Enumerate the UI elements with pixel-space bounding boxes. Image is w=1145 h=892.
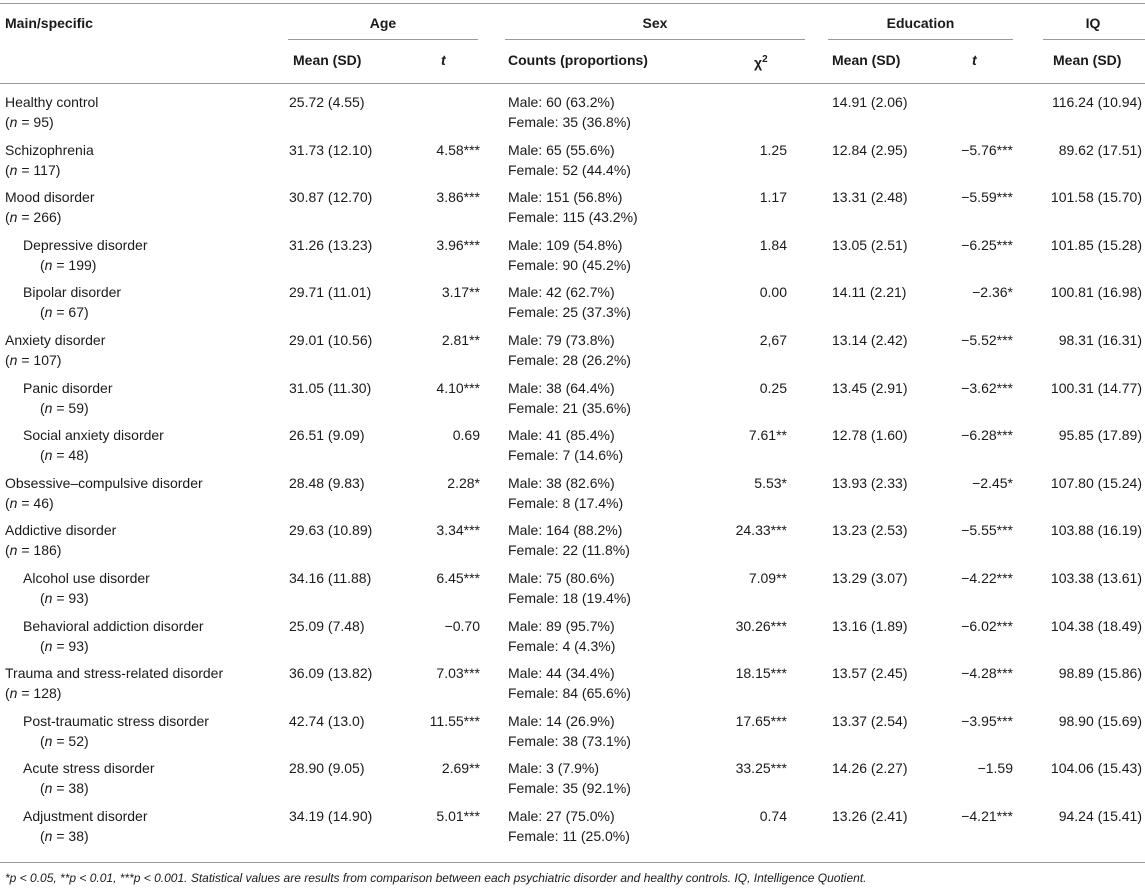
header-edu-t: t (972, 52, 977, 68)
row-edu-t: −5.55*** (961, 522, 1013, 539)
row-edu-t: −6.02*** (961, 617, 1013, 634)
row-edu-mean: 13.23 (2.53) (832, 522, 908, 539)
education-subrule (828, 39, 1013, 40)
row-age-t: 0.69 (452, 427, 480, 444)
n-symbol: n (44, 304, 53, 321)
row-male-count: Male: 3 (7.9%) (508, 760, 600, 777)
row-male-count: Male: 65 (55.6%) (508, 141, 615, 158)
row-male-count: Male: 89 (95.7%) (508, 617, 615, 634)
chi-symbol: χ (754, 54, 763, 71)
row-edu-mean: 13.05 (2.51) (832, 236, 908, 253)
header-sex: Sex (642, 15, 668, 31)
row-iq-mean: 100.31 (14.77) (1050, 379, 1142, 396)
chi-superscript: 2 (762, 54, 768, 65)
row-chi-square: 24.33*** (735, 522, 787, 539)
header-age: Age (369, 15, 397, 31)
row-edu-mean: 12.78 (1.60) (832, 427, 908, 444)
row-edu-mean: 13.26 (2.41) (832, 808, 908, 824)
row-age-t: 3.86*** (436, 189, 480, 206)
n-symbol: n (9, 494, 18, 511)
row-iq-mean: 101.58 (15.70) (1050, 189, 1142, 206)
row-chi-square: 2,67 (759, 332, 787, 348)
row-male-count: Male: 27 (75.0%) (508, 808, 615, 824)
n-symbol: n (9, 685, 18, 702)
row-edu-t: −5.52*** (961, 332, 1013, 348)
header-main: Main/specific (5, 15, 93, 31)
row-female-count: Female: 11 (25.0%) (508, 828, 630, 844)
row-age-mean: 30.87 (12.70) (289, 189, 373, 206)
row-iq-mean: 89.62 (17.51) (1058, 141, 1142, 158)
row-edu-mean: 14.26 (2.27) (832, 760, 908, 777)
row-chi-square: 33.25*** (735, 760, 787, 777)
row-age-mean: 31.05 (11.30) (289, 379, 372, 396)
row-name: Alcohol use disorder (23, 570, 150, 586)
row-edu-mean: 13.93 (2.33) (832, 474, 908, 491)
row-n: (n = 67) (40, 304, 89, 321)
row-age-mean: 34.19 (14.90) (289, 808, 373, 824)
row-iq-mean: 98.90 (15.69) (1058, 712, 1142, 729)
row-age-mean: 31.73 (12.10) (289, 141, 373, 158)
n-symbol: n (44, 399, 53, 416)
row-edu-t: −3.95*** (961, 712, 1013, 729)
row-female-count: Female: 115 (43.2%) (508, 209, 638, 226)
row-chi-square: 1.84 (759, 236, 787, 253)
row-chi-square: 18.15*** (735, 665, 787, 682)
header-bottom-rule (0, 83, 1145, 84)
row-iq-mean: 95.85 (17.89) (1058, 427, 1142, 444)
table-footnote: *p < 0.05, **p < 0.01, ***p < 0.001. Statistical values are results from comparison between each psychiatric disorder and healthy controls. IQ, Intelligence Quotient. (5, 871, 867, 885)
n-symbol: n (44, 828, 53, 844)
n-symbol: n (44, 780, 53, 797)
row-age-t: 4.10*** (436, 379, 480, 396)
row-edu-mean: 12.84 (2.95) (832, 141, 908, 158)
row-iq-mean: 100.81 (16.98) (1050, 284, 1142, 301)
row-n: (n = 93) (40, 590, 89, 606)
row-male-count: Male: 42 (62.7%) (508, 284, 615, 301)
n-symbol: n (44, 637, 53, 654)
row-chi-square: 1.17 (759, 189, 787, 206)
row-iq-mean: 98.89 (15.86) (1058, 665, 1142, 682)
row-name: Mood disorder (5, 189, 95, 206)
row-edu-t: −1.59 (977, 760, 1013, 777)
row-n: (n = 59) (40, 399, 89, 416)
row-iq-mean: 103.88 (16.19) (1050, 522, 1142, 539)
row-edu-t: −4.22*** (961, 570, 1013, 586)
iq-subrule (1043, 39, 1145, 40)
header-iq: IQ (1085, 15, 1101, 31)
row-name: Healthy control (5, 94, 99, 110)
row-male-count: Male: 164 (88.2%) (508, 522, 623, 539)
row-name: Bipolar disorder (23, 284, 122, 301)
n-symbol: n (9, 209, 18, 226)
row-edu-mean: 14.91 (2.06) (832, 94, 908, 110)
row-male-count: Male: 41 (85.4%) (508, 427, 615, 444)
row-age-t: 6.45*** (436, 570, 480, 586)
row-age-mean: 29.01 (10.56) (289, 332, 373, 348)
row-n: (n = 266) (5, 209, 62, 226)
row-age-mean: 36.09 (13.82) (289, 665, 373, 682)
row-female-count: Female: 4 (4.3%) (508, 637, 616, 654)
row-edu-mean: 13.45 (2.91) (832, 379, 908, 396)
header-age-mean: Mean (SD) (293, 52, 362, 68)
row-age-t: 3.96*** (436, 236, 480, 253)
row-female-count: Female: 35 (36.8%) (508, 114, 631, 130)
row-age-mean: 31.26 (13.23) (289, 236, 373, 253)
row-age-t: 2.28* (447, 474, 480, 491)
row-chi-square: 7.09** (748, 570, 787, 586)
row-iq-mean: 104.06 (15.43) (1050, 760, 1142, 777)
row-chi-square: 1.25 (759, 141, 787, 158)
row-female-count: Female: 8 (17.4%) (508, 494, 624, 511)
row-female-count: Female: 25 (37.3%) (508, 304, 631, 321)
row-n: (n = 107) (5, 352, 62, 368)
n-symbol: n (9, 542, 18, 559)
row-chi-square: 0.25 (759, 379, 787, 396)
row-age-mean: 25.09 (7.48) (289, 617, 365, 634)
row-name: Depressive disorder (23, 236, 148, 253)
header-sex-counts: Counts (proportions) (508, 52, 648, 68)
row-name: Schizophrenia (5, 141, 94, 158)
row-name: Obsessive–compulsive disorder (5, 474, 203, 491)
row-male-count: Male: 38 (82.6%) (508, 474, 615, 491)
row-female-count: Female: 21 (35.6%) (508, 399, 631, 416)
row-male-count: Male: 44 (34.4%) (508, 665, 615, 682)
header-iq-mean: Mean (SD) (1053, 52, 1122, 68)
row-age-t: 2.81** (441, 332, 480, 348)
row-age-t: 11.55*** (429, 712, 480, 729)
row-edu-mean: 13.37 (2.54) (832, 712, 908, 729)
sex-subrule (505, 39, 805, 40)
n-symbol: n (44, 447, 53, 464)
row-edu-t: −4.28*** (961, 665, 1013, 682)
row-edu-t: −4.21*** (961, 808, 1013, 824)
row-name: Trauma and stress-related disorder (5, 665, 224, 682)
row-age-mean: 42.74 (13.0) (289, 712, 365, 729)
row-age-t: −0.70 (444, 617, 480, 634)
n-symbol: n (9, 114, 18, 130)
row-chi-square: 7.61** (748, 427, 787, 444)
row-male-count: Male: 14 (26.9%) (508, 712, 615, 729)
row-n: (n = 46) (5, 494, 54, 511)
row-edu-t: −3.62*** (961, 379, 1013, 396)
row-age-mean: 34.16 (11.88) (289, 570, 372, 586)
row-name: Social anxiety disorder (23, 427, 164, 444)
row-male-count: Male: 151 (56.8%) (508, 189, 623, 206)
header-edu-mean: Mean (SD) (832, 52, 901, 68)
row-n: (n = 48) (40, 447, 89, 464)
row-edu-mean: 13.57 (2.45) (832, 665, 908, 682)
row-age-t: 2.69** (441, 760, 480, 777)
row-n: (n = 93) (40, 637, 89, 654)
row-edu-mean: 13.29 (3.07) (832, 570, 908, 586)
row-female-count: Female: 18 (19.4%) (508, 590, 631, 606)
row-female-count: Female: 38 (73.1%) (508, 732, 631, 749)
row-chi-square: 0.00 (759, 284, 787, 301)
row-edu-t: −6.28*** (961, 427, 1013, 444)
row-n: (n = 52) (40, 732, 89, 749)
row-n: (n = 199) (40, 256, 97, 273)
row-age-mean: 28.48 (9.83) (289, 474, 365, 491)
header-age-t: t (441, 52, 446, 68)
row-name: Panic disorder (23, 379, 113, 396)
row-name: Addictive disorder (5, 522, 117, 539)
row-female-count: Female: 28 (26.2%) (508, 352, 631, 368)
row-iq-mean: 103.38 (13.61) (1050, 570, 1142, 586)
row-male-count: Male: 38 (64.4%) (508, 379, 615, 396)
header-chi-square (754, 50, 768, 73)
row-iq-mean: 107.80 (15.24) (1050, 474, 1142, 491)
row-age-t: 7.03*** (436, 665, 480, 682)
n-symbol: n (44, 732, 53, 749)
row-edu-t: −6.25*** (961, 236, 1013, 253)
row-male-count: Male: 79 (73.8%) (508, 332, 615, 348)
row-iq-mean: 94.24 (15.41) (1058, 808, 1142, 824)
row-edu-t: −2.36* (972, 284, 1013, 301)
bottom-rule (0, 862, 1145, 863)
row-age-mean: 25.72 (4.55) (289, 94, 365, 110)
row-female-count: Female: 52 (44.4%) (508, 161, 631, 178)
row-chi-square: 0.74 (759, 808, 787, 824)
row-name: Adjustment disorder (23, 808, 148, 824)
row-edu-mean: 13.16 (1.89) (832, 617, 908, 634)
row-age-mean: 29.63 (10.89) (289, 522, 373, 539)
row-male-count: Male: 109 (54.8%) (508, 236, 623, 253)
row-edu-t: −2.45* (972, 474, 1013, 491)
age-subrule (288, 39, 478, 40)
row-name: Anxiety disorder (5, 332, 106, 348)
row-female-count: Female: 90 (45.2%) (508, 256, 631, 273)
row-edu-t: −5.76*** (961, 141, 1013, 158)
row-n: (n = 38) (40, 780, 89, 797)
row-age-t: 4.58*** (436, 141, 480, 158)
row-iq-mean: 104.38 (18.49) (1050, 617, 1142, 634)
row-age-t: 3.34*** (436, 522, 480, 539)
row-age-mean: 28.90 (9.05) (289, 760, 365, 777)
row-male-count: Male: 75 (80.6%) (508, 570, 615, 586)
row-iq-mean: 101.85 (15.28) (1050, 236, 1142, 253)
row-female-count: Female: 22 (11.8%) (508, 542, 630, 559)
row-female-count: Female: 84 (65.6%) (508, 685, 631, 702)
row-chi-square: 5.53* (754, 474, 787, 491)
row-n: (n = 38) (40, 828, 89, 844)
header-education: Education (886, 15, 955, 31)
n-symbol: n (9, 161, 18, 178)
row-female-count: Female: 35 (92.1%) (508, 780, 631, 797)
row-n: (n = 186) (5, 542, 62, 559)
row-age-t: 3.17** (441, 284, 480, 301)
n-symbol: n (9, 352, 18, 368)
row-name: Post-traumatic stress disorder (23, 712, 209, 729)
row-n: (n = 128) (5, 685, 62, 702)
row-chi-square: 30.26*** (735, 617, 787, 634)
row-n: (n = 117) (5, 161, 61, 178)
row-iq-mean: 98.31 (16.31) (1058, 332, 1142, 348)
row-iq-mean: 116.24 (10.94) (1051, 94, 1142, 110)
row-edu-mean: 13.31 (2.48) (832, 189, 908, 206)
n-symbol: n (44, 256, 53, 273)
row-age-mean: 26.51 (9.09) (289, 427, 365, 444)
row-chi-square: 17.65*** (735, 712, 787, 729)
row-age-t: 5.01*** (436, 808, 480, 824)
n-symbol: n (44, 590, 53, 606)
top-rule (0, 3, 1145, 4)
row-edu-mean: 14.11 (2.21) (832, 284, 907, 301)
row-n: (n = 95) (5, 114, 54, 130)
row-edu-t: −5.59*** (961, 189, 1013, 206)
row-name: Acute stress disorder (23, 760, 155, 777)
row-female-count: Female: 7 (14.6%) (508, 447, 624, 464)
row-male-count: Male: 60 (63.2%) (508, 94, 615, 110)
row-name: Behavioral addiction disorder (23, 617, 204, 634)
row-age-mean: 29.71 (11.01) (289, 284, 372, 301)
row-edu-mean: 13.14 (2.42) (832, 332, 908, 348)
